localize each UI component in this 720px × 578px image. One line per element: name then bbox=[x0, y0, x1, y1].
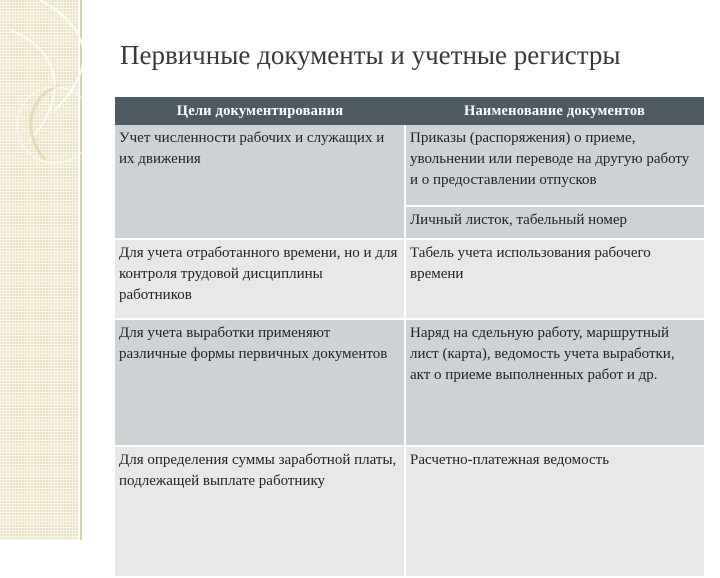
purpose-cell: Для определения суммы заработной платы, подлежащей выплате работнику bbox=[115, 446, 405, 577]
header-documents: Наименование документов bbox=[405, 97, 704, 125]
documents-cell: Табель учета использования рабочего времени bbox=[405, 239, 704, 319]
document-line: акт о приеме выполненных работ и др. bbox=[410, 367, 658, 383]
table-row bbox=[115, 239, 704, 319]
document-line: Наряд на сдельную работу, маршрутный лист (карта), ведомость учета выработки, bbox=[410, 325, 675, 362]
documents-table bbox=[115, 97, 704, 578]
decorative-curves bbox=[0, 0, 120, 200]
purpose-cell: Для учета выработки применяют различные формы первичных документов bbox=[115, 319, 405, 446]
documents-cell: Расчетно-платежная ведомость bbox=[405, 446, 704, 577]
table-header-row bbox=[115, 97, 704, 125]
page-title: Первичные документы и учетные регистры bbox=[120, 40, 621, 70]
documents-cell: Личный листок, табельный номер bbox=[405, 206, 704, 239]
documents-cell bbox=[405, 319, 704, 446]
purpose-cell: Для учета отработанного времени, но и для контроля трудовой дисциплины работников bbox=[115, 239, 405, 319]
documents-cell: Приказы (распоряжения) о приеме, увольнении или переводе на другую работу и о предоставлении отпусков bbox=[405, 125, 704, 206]
table-row bbox=[115, 446, 704, 577]
header-purpose: Цели документирования bbox=[115, 97, 405, 125]
table-row bbox=[115, 319, 704, 446]
purpose-cell: Учет численности рабочих и служащих и их движения bbox=[115, 125, 405, 239]
table-row bbox=[115, 125, 704, 206]
